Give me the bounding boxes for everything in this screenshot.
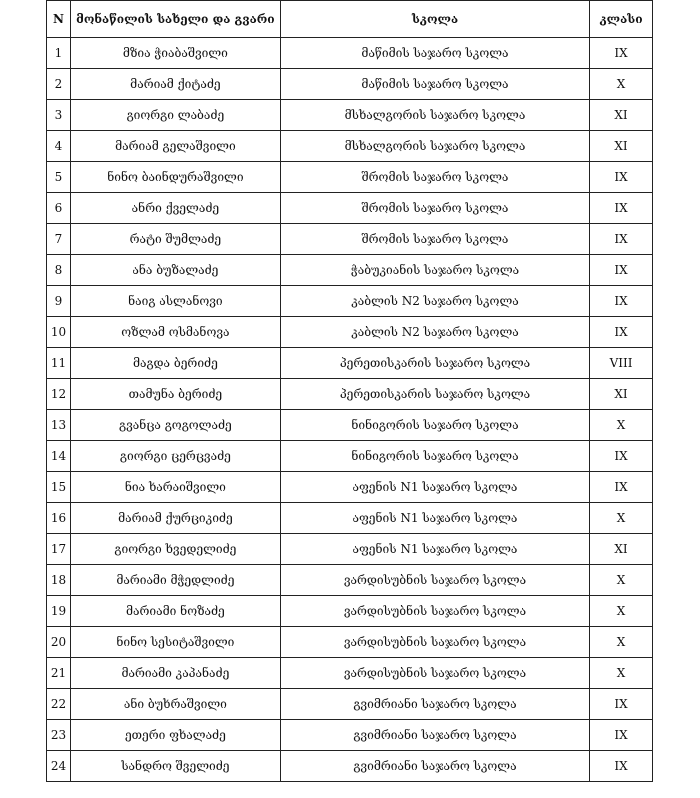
row-number: 14: [47, 441, 71, 472]
school-name: შრომის საჯარო სკოლა: [280, 193, 589, 224]
grade: IX: [590, 472, 653, 503]
student-name: მარიამ გელაშვილი: [70, 131, 280, 162]
student-name: მაგდა ბერიძე: [70, 348, 280, 379]
grade: X: [590, 69, 653, 100]
student-name: რატი შუმლაძე: [70, 224, 280, 255]
school-name: მსხალგორის საჯარო სკოლა: [280, 131, 589, 162]
school-name: გვიმრიანი საჯარო სკოლა: [280, 751, 589, 782]
student-name: ოზლამ ოსმანოვა: [70, 317, 280, 348]
row-number: 5: [47, 162, 71, 193]
header-school: სკოლა: [280, 1, 589, 38]
student-name: გიორგი ლაბაძე: [70, 100, 280, 131]
grade: VIII: [590, 348, 653, 379]
table-row: [47, 596, 653, 627]
row-number: 23: [47, 720, 71, 751]
row-number: 17: [47, 534, 71, 565]
school-name: ვარდისუბნის საჯარო სკოლა: [280, 627, 589, 658]
student-name: მარიამი ნოზაძე: [70, 596, 280, 627]
student-name: გიორგი ცერცვაძე: [70, 441, 280, 472]
grade: IX: [590, 38, 653, 69]
grade: XI: [590, 131, 653, 162]
student-name: ნაიგ ასლანოვი: [70, 286, 280, 317]
row-number: 19: [47, 596, 71, 627]
grade: IX: [590, 751, 653, 782]
table-row: [47, 689, 653, 720]
row-number: 15: [47, 472, 71, 503]
table-row: [47, 255, 653, 286]
grade: IX: [590, 255, 653, 286]
student-name: თამუნა ბერიძე: [70, 379, 280, 410]
grade: IX: [590, 286, 653, 317]
school-name: მსხალგორის საჯარო სკოლა: [280, 100, 589, 131]
row-number: 13: [47, 410, 71, 441]
table-row: [47, 751, 653, 782]
student-name: სანდრო შველიძე: [70, 751, 280, 782]
student-name: ანრი ქველაძე: [70, 193, 280, 224]
grade: X: [590, 503, 653, 534]
school-name: ჭაბუკიანის საჯარო სკოლა: [280, 255, 589, 286]
table-row: [47, 100, 653, 131]
grade: IX: [590, 224, 653, 255]
table-row: [47, 38, 653, 69]
table-row: [47, 348, 653, 379]
header-grade: კლასი: [590, 1, 653, 38]
row-number: 11: [47, 348, 71, 379]
table-body: [47, 38, 653, 782]
school-name: ნინიგორის საჯარო სკოლა: [280, 410, 589, 441]
school-name: შრომის საჯარო სკოლა: [280, 162, 589, 193]
grade: IX: [590, 720, 653, 751]
table-row: [47, 565, 653, 596]
table-row: [47, 131, 653, 162]
table-row: [47, 224, 653, 255]
school-name: პერეთისკარის საჯარო სკოლა: [280, 348, 589, 379]
student-name: ანი ბუხრაშვილი: [70, 689, 280, 720]
header-number: N: [47, 1, 71, 38]
grade: X: [590, 596, 653, 627]
table-row: [47, 69, 653, 100]
school-name: ვარდისუბნის საჯარო სკოლა: [280, 565, 589, 596]
row-number: 12: [47, 379, 71, 410]
table-row: [47, 410, 653, 441]
student-name: ანა ბუზალაძე: [70, 255, 280, 286]
grade: XI: [590, 379, 653, 410]
row-number: 6: [47, 193, 71, 224]
table-row: [47, 627, 653, 658]
student-name: გვანცა გოგოლაძე: [70, 410, 280, 441]
student-name: ნინო სესიტაშვილი: [70, 627, 280, 658]
row-number: 2: [47, 69, 71, 100]
student-name: მარიამი კაპანაძე: [70, 658, 280, 689]
row-number: 3: [47, 100, 71, 131]
student-name: მარიამ ქურციკიძე: [70, 503, 280, 534]
row-number: 20: [47, 627, 71, 658]
table-row: [47, 379, 653, 410]
school-name: შრომის საჯარო სკოლა: [280, 224, 589, 255]
table-row: [47, 441, 653, 472]
school-name: გვიმრიანი საჯარო სკოლა: [280, 720, 589, 751]
grade: IX: [590, 689, 653, 720]
header-student-name: მონაწილის სახელი და გვარი: [70, 1, 280, 38]
table-row: [47, 472, 653, 503]
grade: X: [590, 565, 653, 596]
grade: X: [590, 627, 653, 658]
table-row: [47, 658, 653, 689]
row-number: 22: [47, 689, 71, 720]
row-number: 24: [47, 751, 71, 782]
grade: IX: [590, 193, 653, 224]
school-name: კაბლის N2 საჯარო სკოლა: [280, 317, 589, 348]
grade: IX: [590, 441, 653, 472]
student-name: ნინო ბაინდურაშვილი: [70, 162, 280, 193]
row-number: 8: [47, 255, 71, 286]
table-header-row: [47, 1, 653, 38]
student-name: გიორგი ხვედელიძე: [70, 534, 280, 565]
student-name: ეთერი ფხალაძე: [70, 720, 280, 751]
grade: IX: [590, 317, 653, 348]
school-name: გვიმრიანი საჯარო სკოლა: [280, 689, 589, 720]
table-row: [47, 720, 653, 751]
student-name: მარიამ ქიტაძე: [70, 69, 280, 100]
table-row: [47, 162, 653, 193]
table-row: [47, 286, 653, 317]
school-name: პერეთისკარის საჯარო სკოლა: [280, 379, 589, 410]
grade: XI: [590, 534, 653, 565]
grade: XI: [590, 100, 653, 131]
school-name: ვარდისუბნის საჯარო სკოლა: [280, 658, 589, 689]
table-row: [47, 317, 653, 348]
row-number: 1: [47, 38, 71, 69]
row-number: 21: [47, 658, 71, 689]
table-row: [47, 193, 653, 224]
grade: X: [590, 658, 653, 689]
student-name: მარიამი მჭედლიძე: [70, 565, 280, 596]
school-name: აფენის N1 საჯარო სკოლა: [280, 534, 589, 565]
table-row: [47, 534, 653, 565]
school-name: ნინიგორის საჯარო სკოლა: [280, 441, 589, 472]
row-number: 4: [47, 131, 71, 162]
row-number: 18: [47, 565, 71, 596]
student-name: ნია ხარაიშვილი: [70, 472, 280, 503]
school-name: კაბლის N2 საჯარო სკოლა: [280, 286, 589, 317]
school-name: აფენის N1 საჯარო სკოლა: [280, 503, 589, 534]
row-number: 16: [47, 503, 71, 534]
school-name: მაწიმის საჯარო სკოლა: [280, 38, 589, 69]
grade: IX: [590, 162, 653, 193]
row-number: 7: [47, 224, 71, 255]
school-name: მაწიმის საჯარო სკოლა: [280, 69, 589, 100]
table-row: [47, 503, 653, 534]
student-name: მზია ჭიაბაშვილი: [70, 38, 280, 69]
participants-table: [46, 0, 653, 782]
grade: X: [590, 410, 653, 441]
school-name: აფენის N1 საჯარო სკოლა: [280, 472, 589, 503]
school-name: ვარდისუბნის საჯარო სკოლა: [280, 596, 589, 627]
row-number: 10: [47, 317, 71, 348]
row-number: 9: [47, 286, 71, 317]
